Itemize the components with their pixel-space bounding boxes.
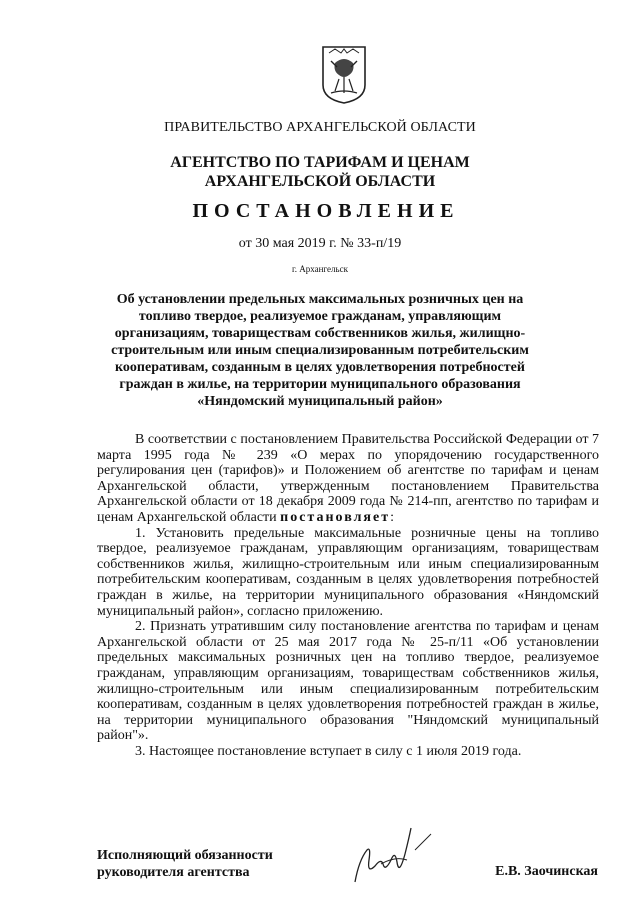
coat-of-arms-icon	[321, 45, 367, 105]
agency-name-line2: АРХАНГЕЛЬСКОЙ ОБЛАСТИ	[204, 173, 436, 190]
signer-role-line2: руководителя агентства	[97, 865, 250, 880]
document-title: Об установлении предельных максимальных розничных цен на топливо твердое, реализуемое гражданам, управляющим организациям, товариществам собственников жилья, жилищно-строительным или иным специализированным потребительским кооперативам, созданным в целях удовлетворения потребностей граждан в жилье, на территории муниципального образования «Няндомский муниципальный район»	[111, 292, 529, 409]
agency-name	[0, 153, 640, 191]
item-2: 2. Признать утратившим силу постановление агентства по тарифам и ценам Архангельской области от 25 мая 2017 года № 25-п/11 «Об установлении предельных максимальных розничных цен на топливо твердое, реализуемое гражданам, управляющим организациям, товариществам собственников жилья, жилищно-строительным или иным специализированным потребительским кооперативам, созданным в целях удовлетворения потребностей граждан в жилье, на территории муниципального образования "Няндомский муниципальный район"».	[97, 619, 599, 744]
document-type: ПОСТАНОВЛЕНИЕ	[192, 200, 460, 222]
item-1: 1. Установить предельные максимальные розничные цены на топливо твердое, реализуемое гражданам, управляющим организациям, товариществам собственников жилья, жилищно-строительным или иным специализированным потребительским кооперативам, созданным в целях удовлетворения потребностей граждан в жилье, на территории муниципального образования «Няндомский муниципальный район», согласно приложению.	[97, 525, 599, 619]
handwritten-signature	[345, 820, 435, 892]
resolves-word: постановляет	[280, 509, 391, 525]
preamble-colon: :	[390, 509, 394, 525]
item-3: 3. Настоящее постановление вступает в силу с 1 июля 2019 года.	[135, 743, 522, 759]
government-name: ПРАВИТЕЛЬСТВО АРХАНГЕЛЬСКОЙ ОБЛАСТИ	[164, 120, 476, 135]
signer-role	[97, 847, 273, 881]
signer-name: Е.В. Заочинская	[495, 864, 598, 879]
preamble-paragraph	[97, 432, 599, 526]
preamble-text: В соответствии с постановлением Правительства Российской Федерации от 7 марта 1995 года № 239 «О мерах по упорядочению государственного регулирования цен (тарифов)» и Положением об агентстве по тарифам и ценам Архангельской области, утвержденным постановлением Правительства Архангельской области от 18 декабря 2009 года № 214-пп, агентство по тарифам и ценам Архангельской области	[97, 432, 599, 525]
document-city: г. Архангельск	[292, 264, 348, 274]
signer-role-line1: Исполняющий обязанности	[97, 848, 273, 863]
agency-name-line1: АГЕНТСТВО ПО ТАРИФАМ И ЦЕНАМ	[170, 154, 470, 171]
document-date-number: от 30 мая 2019 г. № 33-п/19	[238, 236, 402, 251]
document-body	[97, 432, 599, 759]
